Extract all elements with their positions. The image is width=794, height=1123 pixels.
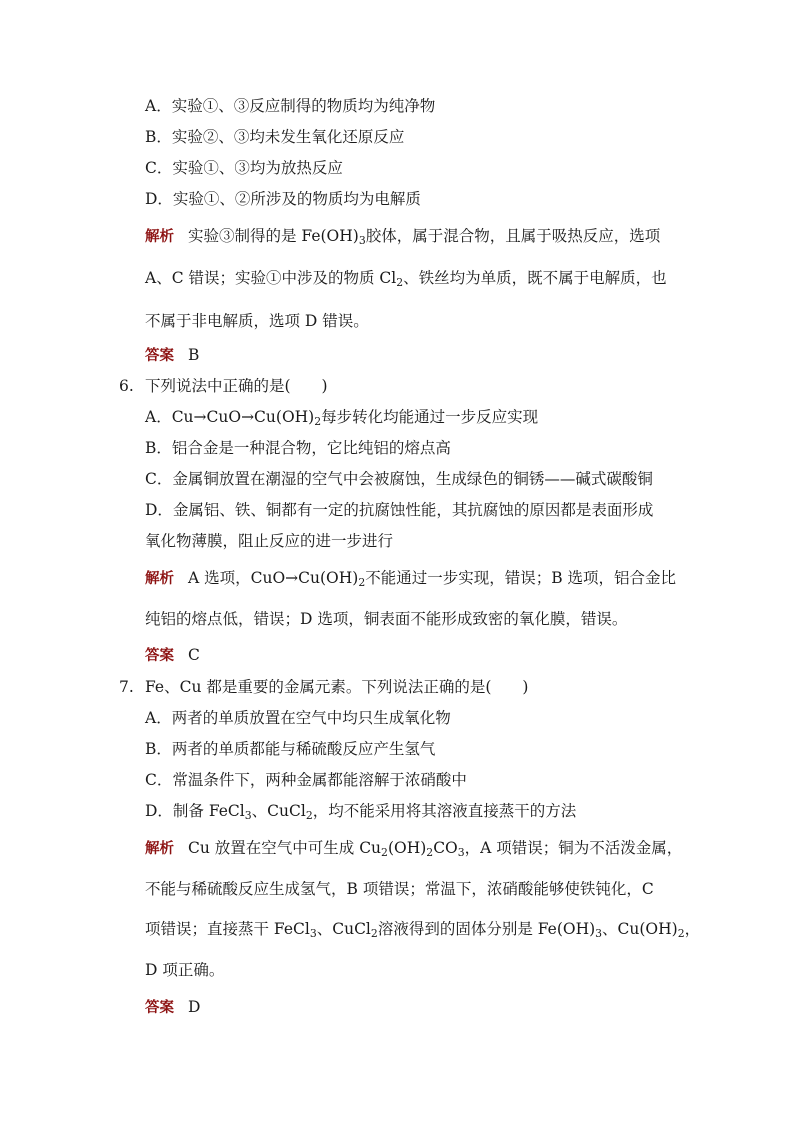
q7-option-d: D．制备 FeCl$_3$、CuCl$_2$，均不能采用将其溶液直接蒸干的方法 xyxy=(145,802,577,822)
q6-option-b: B．铝合金是一种混合物，它比纯铝的熔点高 xyxy=(145,439,451,457)
question-number: 6. xyxy=(119,377,134,395)
q7-option-c: C．常温条件下，两种金属都能溶解于浓硝酸中 xyxy=(145,771,467,789)
q5-option-a: A．实验①、③反应制得的物质均为纯净物 xyxy=(145,97,436,115)
q7-answer xyxy=(145,996,200,1019)
q6-option-c: C．金属铜放置在潮湿的空气中会被腐蚀，生成绿色的铜锈——碱式碳酸铜 xyxy=(145,470,653,488)
answer-value: C xyxy=(188,646,200,664)
q6-option-a: A．$Cu\to CuO\to Cu(OH)_2$每步转化均能通过一步反应实现 xyxy=(145,408,539,428)
q7-analysis-line-1: 解析 Cu 放置在空气中可生成 $Cu_2(OH)_2CO_3$，A 项错误；铜为不活泼金属， xyxy=(145,839,683,859)
q6-stem: 6. 下列说法中正确的是( ) xyxy=(119,377,328,395)
answer-value: D xyxy=(188,998,201,1016)
q7-option-a: A．两者的单质放置在空气中均只生成氧化物 xyxy=(145,709,451,727)
q5-analysis-line-3: 不属于非电解质，选项 D 错误。 xyxy=(145,312,369,330)
q5-option-b: B．实验②、③均未发生氧化还原反应 xyxy=(145,128,405,146)
analysis-label: 解析 xyxy=(145,571,174,587)
q6-option-d: D．金属铝、铁、铜都有一定的抗腐蚀性能，其抗腐蚀的原因都是表面形成 xyxy=(145,501,654,519)
question-number: 7. xyxy=(119,678,134,696)
q6-analysis-line-1: 解析 A 选项，$CuO\to Cu(OH)_2$不能通过一步实现，错误；B 选项，铝合金比 xyxy=(145,569,677,589)
q7-option-b: B．两者的单质都能与稀硫酸反应产生氢气 xyxy=(145,740,436,758)
q7-stem: 7. Fe、Cu 都是重要的金属元素。下列说法正确的是( ) xyxy=(119,678,529,696)
analysis-label: 解析 xyxy=(145,229,174,245)
q5-option-c: C．实验①、③均为放热反应 xyxy=(145,159,343,177)
q6-answer xyxy=(145,644,200,667)
answer-label: 答案 xyxy=(145,348,174,364)
answer-label: 答案 xyxy=(145,1000,174,1016)
q5-analysis-line-1: 解析 实验③制得的是 $Fe(OH)_3$胶体，属于混合物，且属于吸热反应，选项 xyxy=(145,227,661,247)
q6-option-d-cont: 氧化物薄膜，阻止反应的进一步进行 xyxy=(145,532,394,550)
q7-analysis-line-2: 不能与稀硫酸反应生成氢气，B 项错误；常温下，浓硝酸能够使铁钝化，C xyxy=(145,880,654,898)
answer-label: 答案 xyxy=(145,648,174,664)
q7-analysis-line-3: 项错误；直接蒸干 FeCl$_3$、CuCl$_2$溶液得到的固体分别是 $Fe(OH)_3$、$Cu(OH)_2$， xyxy=(145,920,701,940)
q6-analysis-line-2: 纯铝的熔点低，错误；D 选项，铜表面不能形成致密的氧化膜，错误。 xyxy=(145,610,628,628)
answer-value: B xyxy=(188,346,200,364)
analysis-label: 解析 xyxy=(145,841,174,857)
q5-answer xyxy=(145,344,199,367)
q7-analysis-line-4: D 项正确。 xyxy=(145,961,225,979)
q5-option-d: D．实验①、②所涉及的物质均为电解质 xyxy=(145,190,421,208)
q5-analysis-line-2: A、C 错误；实验①中涉及的物质 $Cl_2$、铁丝均为单质，既不属于电解质，也 xyxy=(145,269,667,289)
